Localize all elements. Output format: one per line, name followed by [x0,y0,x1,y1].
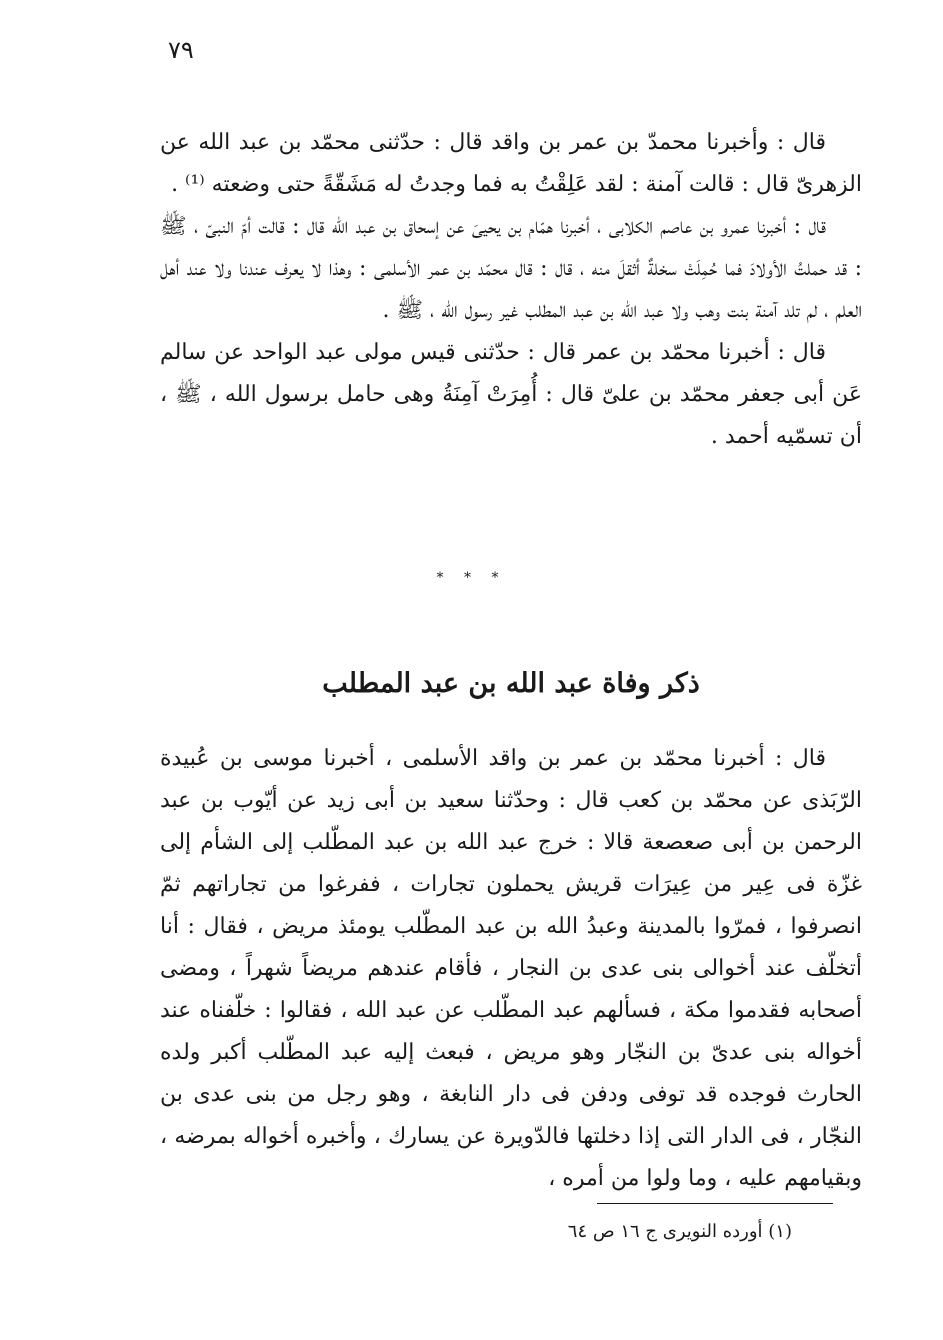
page-number: ٧٩ [168,36,194,64]
chapter-text [160,738,862,1200]
footnote-divider [597,1203,833,1204]
paragraph: قال : أخبرنا عمرو بن عاصم الكلابى ، أخبرنا همّام بن يحيىَ عن إسحاق بن عبد الله قال : قالت أمّ النبىّ ، ﷺ : قد حملتُ الأولادَ فما حُمِلَتْ سخلةٌ أثقلَ منه ، قال : قال محمّد بن عمر الأسلمى : وهذا لا يعرف عندنا ولا عند أهل العلم ، لم تلد آمنة بنت وهب ولا عبد الله بن عبد المطلب غير رسول الله ، ﷺ . [160,214,862,323]
paragraph: قال : أخبرنا محمّد بن عمر بن واقد الأسلمى ، أخبرنا موسى بن عُبيدة الرّبَذى عن محمّد بن كعب قال : وحدّثنا سعيد بن أبى زيد عن أيّوب بن عبد الرحمن بن أبى صعصعة قالا : خرج عبد الله بن عبد المطّلب إلى الشأم إلى غزّة فى عِير من عِيرَات قريش يحملون تجارات ، ففرغوا من تجاراتهم ثمّ انصرفوا ، فمرّوا بالمدينة وعبدُ الله بن عبد المطّلب يومئذ مريض ، فقال : أنا أتخلّف عند أخوالى بنى عدى بن النجار ، فأقام عندهم مريضاً شهراً ، ومضى أصحابه فقدموا مكة ، فسألهم عبد المطّلب عن عبد الله ، فقالوا : خلّفناه عند أخواله بنى عدىّ بن النجّار وهو مريض ، فبعث إليه عبد المطّلب أكبر ولده الحارث فوجده قد توفى ودفن فى دار النابغة ، وهو رجل من بنى عدى بن النجّار ، فى الدار التى إذا دخلتها فالدّويرة عن يسارك ، وأخبره أخواله بمرضه ، وبقيامهم عليه ، وما ولوا من أمره ، [160,746,862,1191]
footnote: (١) أورده النويرى ج ١٦ ص ٦٤ [567,1221,792,1242]
section-one-text [160,122,862,458]
paragraph: قال : وأخبرنا محمدّ بن عمر بن واقد قال : حدّثنى محمّد بن عبد الله عن الزهرىّ قال : قالت آمنة : لقد عَلِقْتُ به فما وجدتُ له مَشَقّةً حتى وضعته ⁽¹⁾ . [160,130,862,197]
paragraph: قال : أخبرنا محمّد بن عمر قال : حدّثنى قيس مولى عبد الواحد عن سالم عَن أبى جعفر محمّد بن علىّ قال : أُمِرَتْ آمِنَةُ وهى حامل برسول الله ، ﷺ ، أن تسمّيه أحمد . [160,340,862,449]
section-separator: * * * [436,570,507,586]
chapter-title: ذكر وفاة عبد الله بن عبد المطلب [322,668,700,699]
